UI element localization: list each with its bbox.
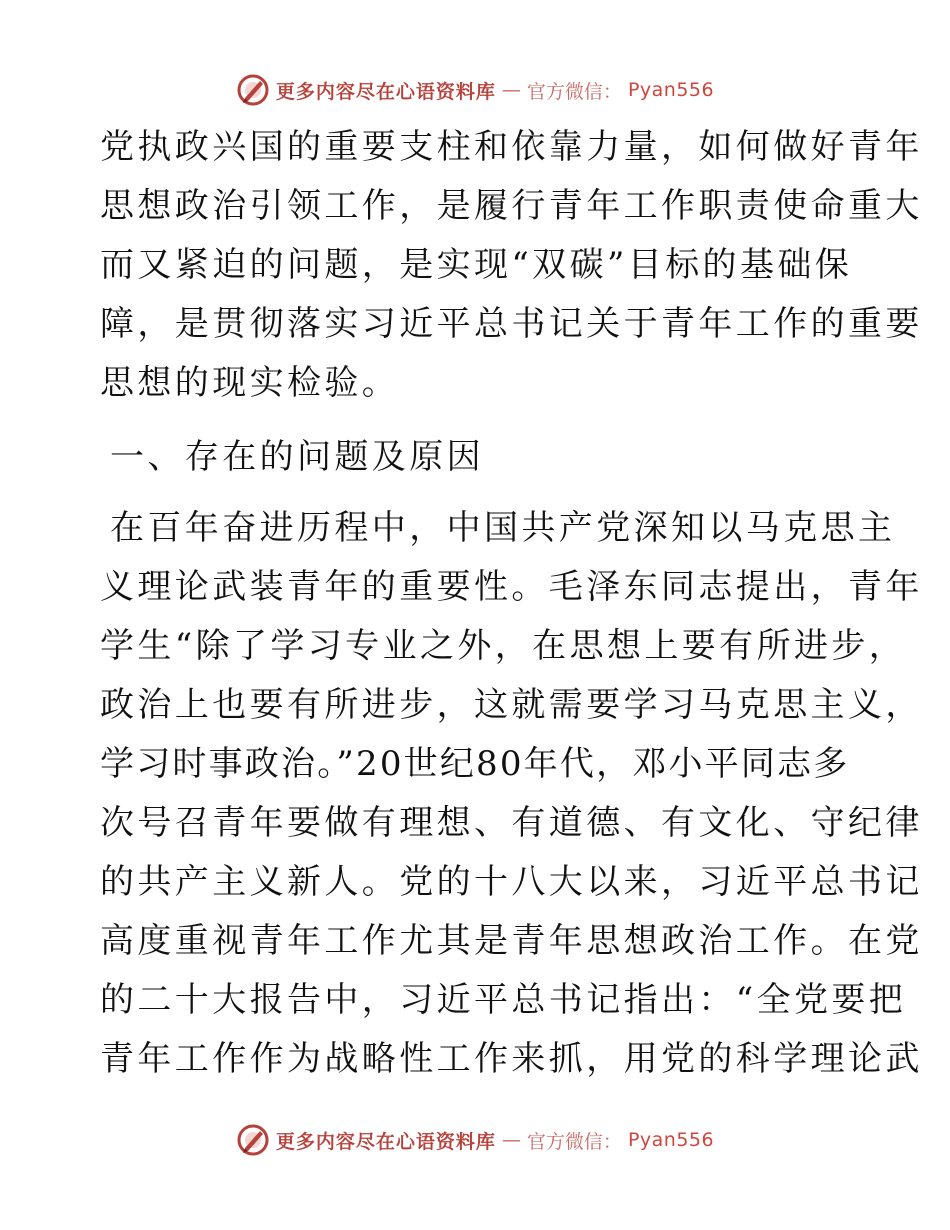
text-line: 党执政兴国的重要支柱和依靠力量，如何做好青年 bbox=[100, 127, 923, 167]
paragraph-1 bbox=[100, 118, 923, 413]
watermark-wechat-id: Pyan556 bbox=[627, 1129, 715, 1151]
watermark-wechat-id: Pyan556 bbox=[627, 79, 715, 101]
watermark-top bbox=[0, 70, 950, 110]
text-line: 的共产主义新人。党的十八大以来，习近平总书记 bbox=[100, 862, 923, 902]
section-heading: 一、存在的问题及原因 bbox=[110, 437, 484, 477]
text-line: 学习时事政治。”20世纪80年代，邓小平同志多 bbox=[100, 744, 850, 784]
text-line: 的二十大报告中，习近平总书记指出：“全党要把 bbox=[100, 980, 907, 1020]
text-line: 高度重视青年工作尤其是青年思想政治工作。在党 bbox=[100, 921, 923, 961]
watermark-dash: — bbox=[501, 1129, 521, 1151]
watermark-site-text: 更多内容尽在心语资料库 bbox=[275, 80, 496, 103]
text-line: 思想的现实检验。 bbox=[100, 363, 400, 403]
text-line: 而又紧迫的问题，是实现“双碳”目标的基础保 bbox=[100, 245, 853, 285]
text-line: 义理论武装青年的重要性。毛泽东同志提出，青年 bbox=[100, 567, 923, 607]
watermark-site-text: 更多内容尽在心语资料库 bbox=[275, 1130, 496, 1153]
text-line: 政治上也要有所进步，这就需要学习马克思主义， bbox=[100, 685, 923, 725]
watermark-official-label: 官方微信： bbox=[526, 80, 622, 103]
text-line: 障，是贯彻落实习近平总书记关于青年工作的重要 bbox=[100, 304, 923, 344]
paragraph-2 bbox=[100, 499, 923, 1089]
watermark-bottom bbox=[0, 1120, 950, 1160]
watermark-official-label: 官方微信： bbox=[526, 1130, 622, 1153]
pen-logo-icon bbox=[236, 1123, 270, 1157]
text-line: 思想政治引领工作，是履行青年工作职责使命重大 bbox=[100, 186, 923, 226]
text-line: 青年工作作为战略性工作来抓，用党的科学理论武 bbox=[100, 1039, 923, 1079]
text-line: 学生“除了学习专业之外，在思想上要有所进步， bbox=[100, 626, 907, 666]
pen-logo-icon bbox=[236, 73, 270, 107]
document-body bbox=[100, 118, 923, 1089]
watermark-dash: — bbox=[501, 79, 521, 101]
text-line: 次号召青年要做有理想、有道德、有文化、守纪律 bbox=[100, 803, 923, 843]
text-line: 在百年奋进历程中，中国共产党深知以马克思主 bbox=[110, 508, 896, 548]
